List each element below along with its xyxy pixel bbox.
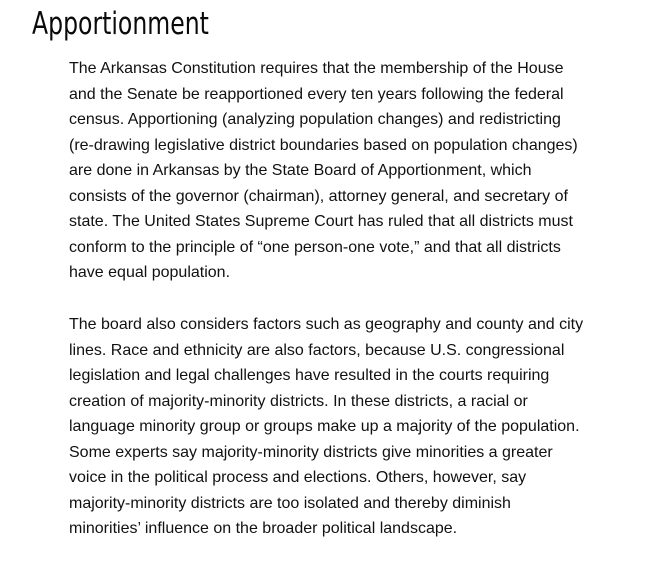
paragraph-line: minorities’ influence on the broader political landscape.	[69, 520, 458, 537]
paragraph-line: state. The United States Supreme Court has ruled that all districts must	[69, 213, 573, 230]
page-title: Apportionment	[32, 6, 209, 42]
paragraph-line: creation of majority-minority districts. In these districts, a racial or	[69, 392, 528, 410]
paragraph-line: The board also considers factors such as geography and county and city	[69, 316, 584, 333]
paragraph-line: lines. Race and ethnicity are also factors, because U.S. congressional	[69, 341, 565, 359]
paragraph-line: and the Senate be reapportioned every ten years following the federal	[69, 85, 564, 103]
paragraph-line: legislation and legal challenges have resulted in the courts requiring	[69, 367, 550, 384]
paragraph-constitution	[69, 56, 649, 286]
paragraph-line: (re-drawing legislative district boundaries based on population changes)	[69, 136, 578, 154]
paragraph-line: are done in Arkansas by the State Board of Apportionment, which	[69, 162, 532, 179]
paragraph-line: consists of the governor (chairman), attorney general, and secretary of	[69, 187, 568, 205]
paragraph-line: have equal population.	[69, 264, 231, 281]
paragraph-board-factors	[69, 312, 649, 542]
paragraph-line: language minority group or groups make up a majority of the population.	[69, 418, 580, 435]
paragraph-line: majority-minority districts are too isolated and thereby diminish	[69, 494, 511, 512]
paragraph-line: conform to the principle of “one person-one vote,” and that all districts	[69, 238, 561, 256]
paragraph-line: census. Apportioning (analyzing population changes) and redistricting	[69, 111, 561, 128]
paragraph-line: Some experts say majority-minority districts give minorities a greater	[69, 443, 553, 461]
paragraph-line: The Arkansas Constitution requires that the membership of the House	[69, 60, 564, 77]
paragraph-line: voice in the political process and elections. Others, however, say	[69, 469, 527, 486]
